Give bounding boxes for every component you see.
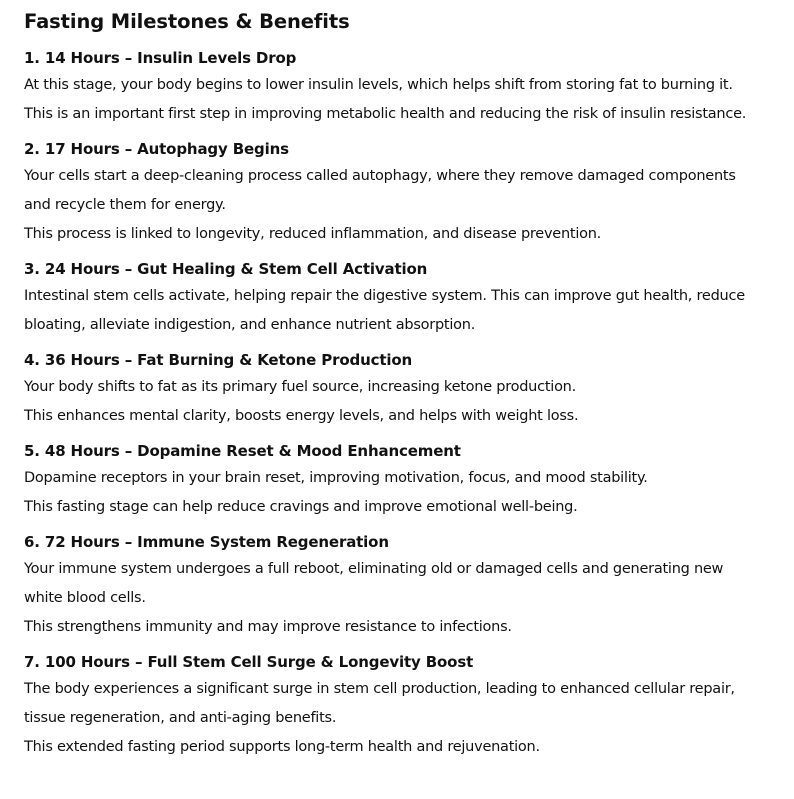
milestone-heading: 4. 36 Hours – Fat Burning & Ketone Production — [24, 351, 413, 369]
milestone-text-line: The body experiences a significant surge in stem cell production, leading to enhanced cellular repair, — [24, 681, 735, 697]
milestone-text-line: Your immune system undergoes a full reboot, eliminating old or damaged cells and generating new — [24, 561, 724, 577]
milestone-100-hours — [24, 649, 794, 762]
milestone-text-line: This extended fasting period supports long-term health and rejuvenation. — [24, 739, 540, 755]
milestone-text-line: This enhances mental clarity, boosts energy levels, and helps with weight loss. — [24, 408, 579, 424]
page-title: Fasting Milestones & Benefits — [24, 10, 350, 33]
milestone-text-line: white blood cells. — [24, 590, 146, 606]
milestone-heading: 5. 48 Hours – Dopamine Reset & Mood Enhancement — [24, 442, 461, 460]
milestone-text-line: and recycle them for energy. — [24, 197, 226, 213]
milestone-text-line: tissue regeneration, and anti-aging benefits. — [24, 710, 337, 726]
milestone-text-line: Dopamine receptors in your brain reset, improving motivation, focus, and mood stability. — [24, 470, 648, 486]
milestone-36-hours — [24, 347, 794, 431]
milestone-text-line: This strengthens immunity and may improve resistance to infections. — [24, 619, 512, 635]
milestone-text-line: bloating, alleviate indigestion, and enhance nutrient absorption. — [24, 317, 476, 333]
milestone-text-line: At this stage, your body begins to lower insulin levels, which helps shift from storing fat to burning it. — [24, 77, 733, 93]
milestone-heading: 2. 17 Hours – Autophagy Begins — [24, 140, 289, 158]
milestone-text-line: Your cells start a deep-cleaning process called autophagy, where they remove damaged components — [24, 168, 736, 184]
milestone-14-hours — [24, 45, 794, 129]
milestone-text-line: This fasting stage can help reduce cravings and improve emotional well-being. — [24, 499, 578, 515]
milestone-heading: 3. 24 Hours – Gut Healing & Stem Cell Activation — [24, 260, 428, 278]
milestone-72-hours — [24, 529, 794, 642]
milestone-48-hours — [24, 438, 794, 522]
milestone-text-line: Your body shifts to fat as its primary fuel source, increasing ketone production. — [24, 379, 576, 395]
milestone-heading: 6. 72 Hours – Immune System Regeneration — [24, 533, 389, 551]
milestone-text-line: Intestinal stem cells activate, helping repair the digestive system. This can improve gut health, reduce — [24, 288, 745, 304]
milestone-17-hours — [24, 136, 794, 249]
milestone-text-line: This is an important first step in improving metabolic health and reducing the risk of insulin resistance. — [24, 106, 747, 122]
milestone-heading: 7. 100 Hours – Full Stem Cell Surge & Longevity Boost — [24, 653, 474, 671]
milestone-heading: 1. 14 Hours – Insulin Levels Drop — [24, 49, 297, 67]
milestone-24-hours — [24, 256, 794, 340]
milestone-text-line: This process is linked to longevity, reduced inflammation, and disease prevention. — [24, 226, 602, 242]
